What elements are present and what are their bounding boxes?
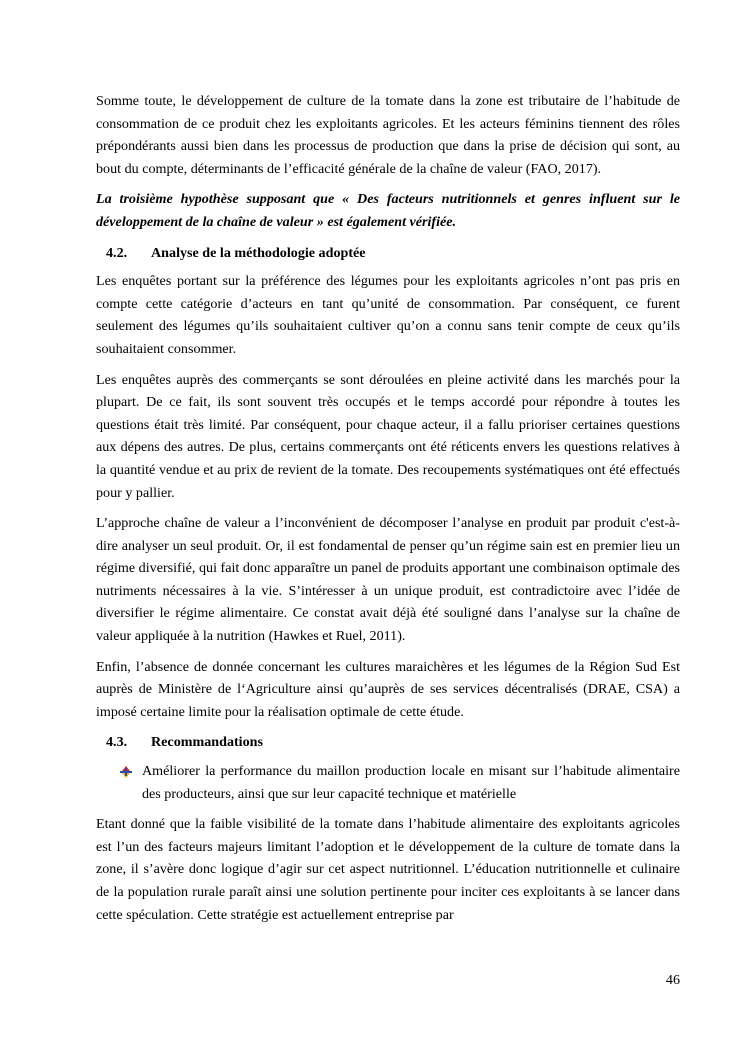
section-number: 4.2. — [106, 244, 128, 261]
arrow-bullet-icon — [119, 765, 133, 779]
paragraph-enquetes-commercants: Les enquêtes auprès des commerçants se sont déroulées en pleine activité dans les marchés pour la plupart. De ce fait, ils sont souvent très occupés et le temps accordé pour répondre à toutes les questions était très limité. Par conséquent, pour chaque acteur, il a fallu prioriser certaines questions aux dépens des autres. De plus, certains commerçants ont été réticents envers les questions relatives à la quantité vendue et au prix de revient de la tomate. Des recoupements systématiques ont été effectués pour y pallier. — [96, 371, 680, 501]
section-title: Analyse de la méthodologie adoptée — [151, 244, 366, 261]
paragraph-education-nutritionnelle: Etant donné que la faible visibilité de la tomate dans l’habitude alimentaire des exploitants agricoles est l’un des facteurs majeurs limitant l’adoption et le développement de la culture de tomate dans la zone, il s’avère donc logique d’agir sur cet aspect nutritionnel. L’éducation nutritionnelle et culinaire de la population rurale paraît ainsi une solution pertinente pour inciter ces exploitants à se lancer dans cette spéculation. Cette stratégie est actuellement entreprise par — [96, 816, 680, 923]
paragraph-enquetes-legumes: Les enquêtes portant sur la préférence des légumes pour les exploitants agricoles n’ont pas pris en compte cette catégorie d’acteurs en tant qu’unité de consommation. Par conséquent, ce furent seulement des légumes qu’ils souhaitaient cultiver qu’on a connu sans tenir compte de ceux qu’ils souhaitaient consommer. — [96, 273, 680, 357]
section-heading-4-3 — [96, 731, 680, 754]
recommendation-bullet — [96, 760, 680, 805]
section-heading-4-2 — [96, 242, 680, 265]
paragraph-summary: Somme toute, le développement de culture de la tomate dans la zone est tributaire de l’habitude de consommation de ce produit chez les exploitants agricoles. Et les acteurs féminins tiennent des rôles prépondérants aussi bien dans les processus de production que dans la prise de décision qui sont, au bout du compte, déterminants de l’efficacité générale de la chaîne de valeur (FAO, 2017). — [96, 93, 680, 177]
document-page — [96, 90, 680, 934]
bullet-text: Améliorer la performance du maillon production locale en misant sur l’habitude alimentaire des producteurs, ainsi que sur leur capacité technique et matérielle — [142, 763, 680, 802]
paragraph-absence-donnees: Enfin, l’absence de donnée concernant les cultures maraichères et les légumes de la Région Sud Est auprès de Ministère de l‘Agriculture ainsi qu’auprès de ses services décentralisés (DRAE, CSA) a imposé certaine limite pour la réalisation optimale de cette étude. — [96, 658, 680, 720]
section-number: 4.3. — [106, 734, 128, 751]
paragraph-approche-chaine: L’approche chaîne de valeur a l’inconvénient de décomposer l’analyse en produit par produit c'est-à-dire analyser un seul produit. Or, il est fondamental de penser qu’un régime sain est en premier lieu un régime diversifié, qui fait donc apparaître un panel de produits apportant une combinaison optimale des nutriments nécessaires à la vie. S’intéresser à un unique produit, est contradictoire avec l’idée de diversifier le régime alimentaire. Ce constat avait déjà été souligné dans l’analyse sur la chaîne de valeur appliquée à la nutrition (Hawkes et Ruel, 2011). — [96, 515, 680, 645]
hypothesis-statement: La troisième hypothèse supposant que « Des facteurs nutritionnels et genres influent sur le développement de la chaîne de valeur » est également vérifiée. — [96, 191, 680, 230]
page-number: 46 — [665, 972, 680, 988]
section-title: Recommandations — [151, 734, 263, 751]
